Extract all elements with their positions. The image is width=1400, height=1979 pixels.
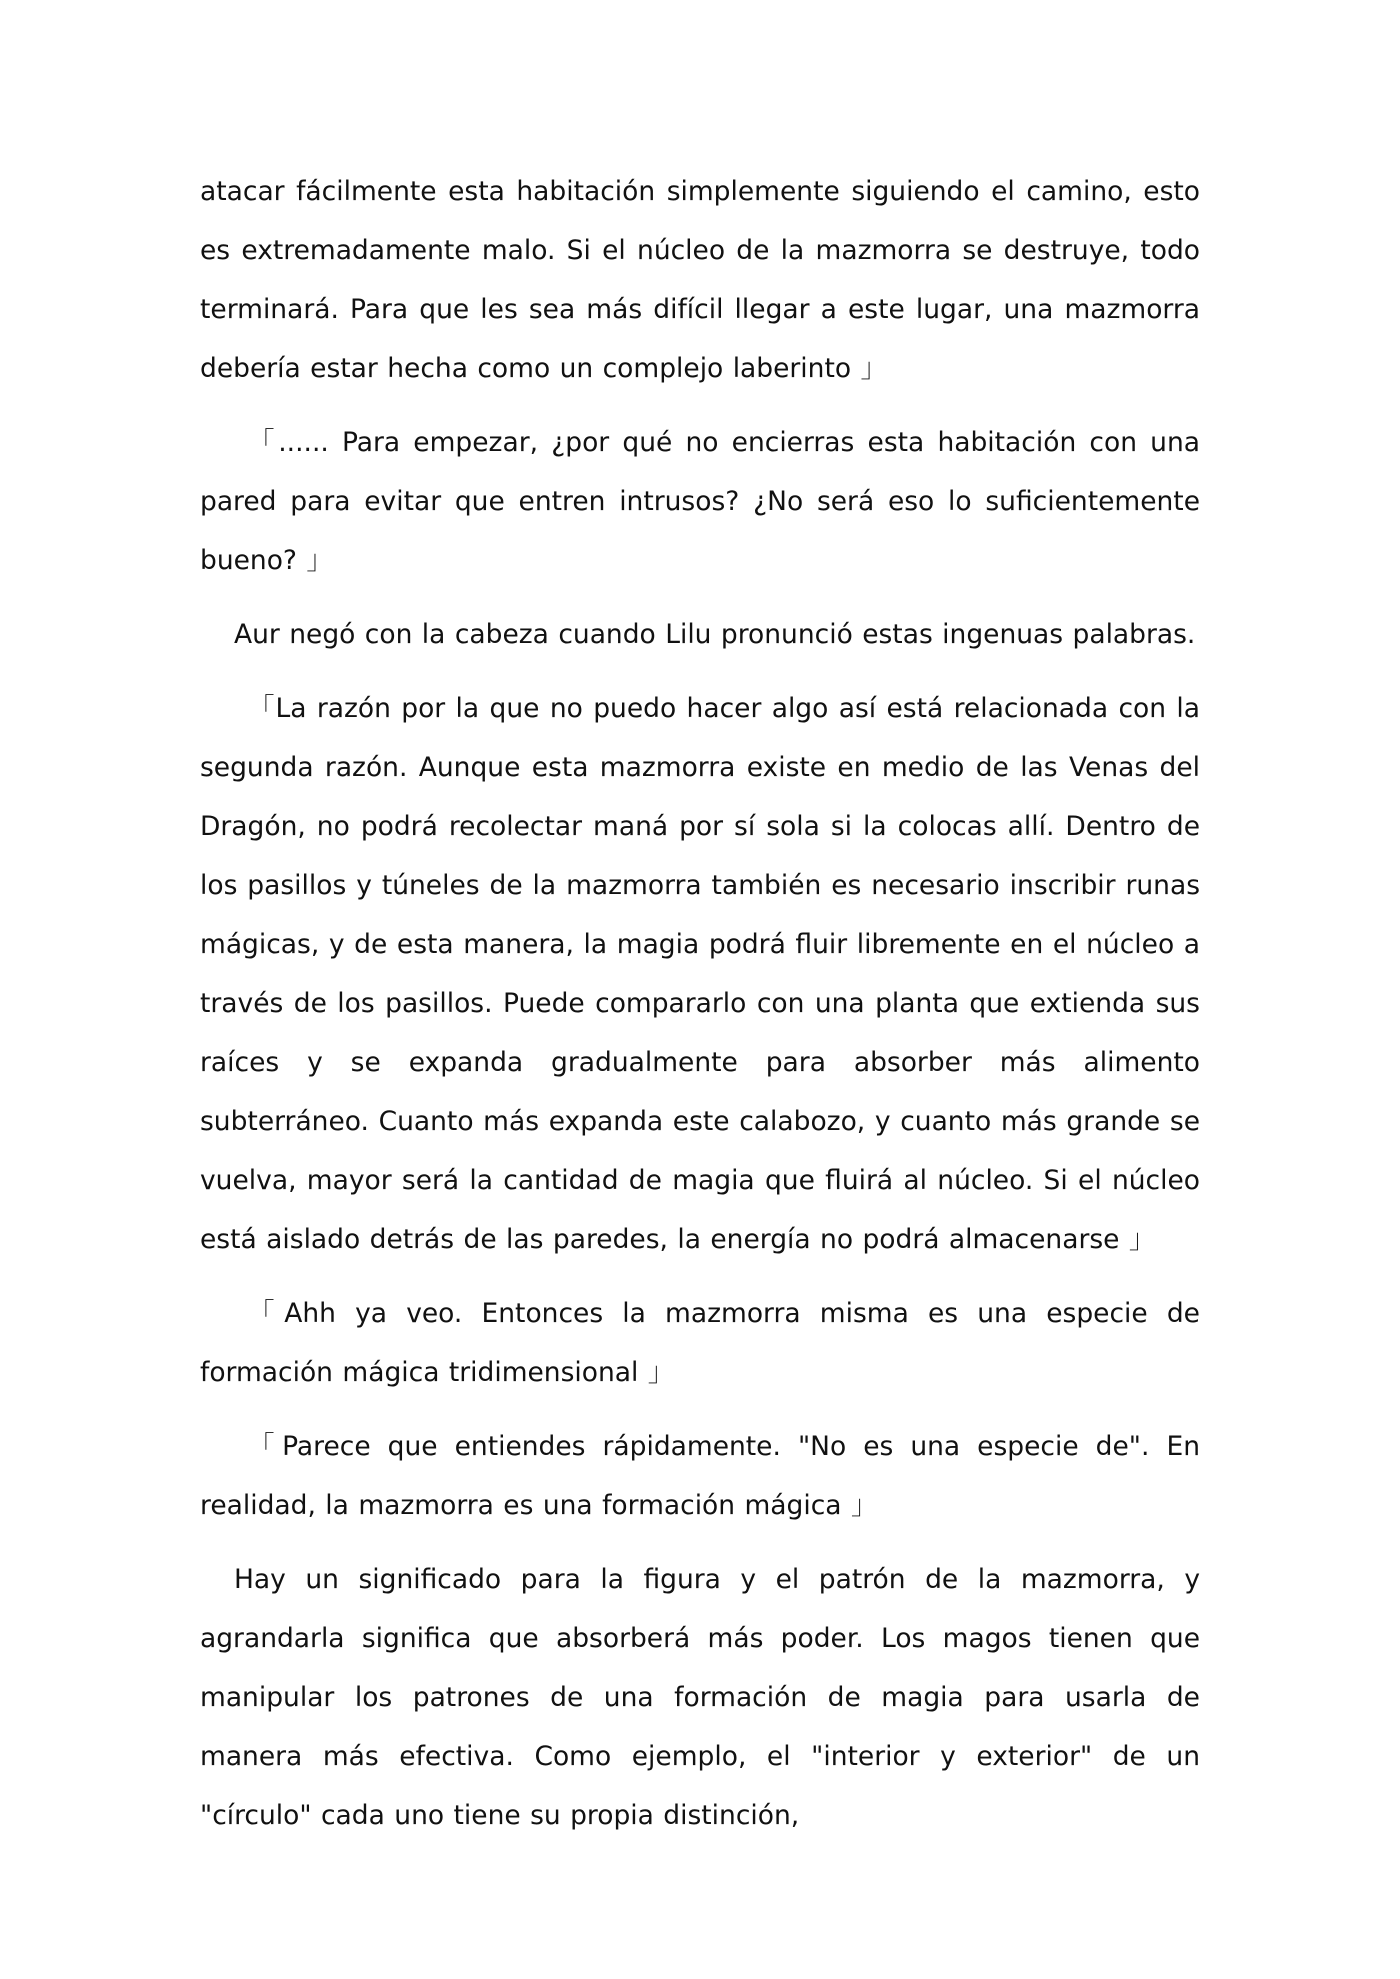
paragraph-dialog-wall-question: 「...... Para empezar, ¿por qué no encierras esta habitación con una pared para evitar que entren intrusos? ¿No será eso lo suficientemente bueno? 」	[200, 427, 1200, 576]
paragraph-narration-meaning: Hay un significado para la figura y el patrón de la mazmorra, y agrandarla significa que absorberá más poder. Los magos tienen que manipular los patrones de una formación de magia para usarla de manera más efectiva. Como ejemplo, el "interior y exterior" de un "círculo" cada uno tiene su propia distinción,	[200, 1564, 1200, 1831]
paragraph-continuation: atacar fácilmente esta habitación simplemente siguiendo el camino, esto es extremadamente malo. Si el núcleo de la mazmorra se destruye, todo terminará. Para que les sea más difícil llegar a este lugar, una mazmorra debería estar hecha como un complejo laberinto 」	[200, 176, 1200, 384]
document-page	[200, 162, 1200, 1860]
paragraph-dialog-understand: 「Parece que entiendes rápidamente. "No es una especie de". En realidad, la mazmorra es una formación mágica 」	[200, 1431, 1200, 1521]
paragraph-narration-aur: Aur negó con la cabeza cuando Lilu pronunció estas ingenuas palabras.	[234, 619, 1196, 650]
paragraph-dialog-formation: 「Ahh ya veo. Entonces la mazmorra misma es una especie de formación mágica tridimensional 」	[200, 1298, 1200, 1388]
paragraph-dialog-dragon-veins: 「La razón por la que no puedo hacer algo así está relacionada con la segunda razón. Aunque esta mazmorra existe en medio de las Venas del Dragón, no podrá recolectar maná por sí sola si la colocas allí. Dentro de los pasillos y túneles de la mazmorra también es necesario inscribir runas mágicas, y de esta manera, la magia podrá fluir libremente en el núcleo a través de los pasillos. Puede compararlo con una planta que extienda sus raíces y se expanda gradualmente para absorber más alimento subterráneo. Cuanto más expanda este calabozo, y cuanto más grande se vuelva, mayor será la cantidad de magia que fluirá al núcleo. Si el núcleo está aislado detrás de las paredes, la energía no podrá almacenarse 」	[200, 693, 1200, 1255]
